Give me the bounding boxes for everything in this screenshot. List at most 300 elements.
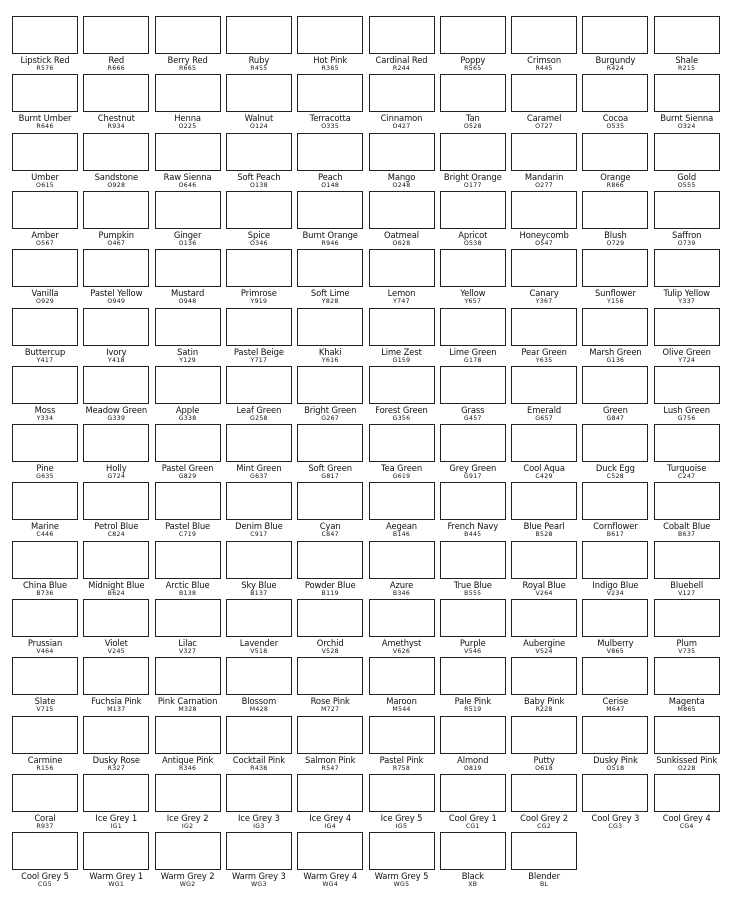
swatch-name: Violet [104,638,128,648]
swatch-code: IG1 [110,822,123,830]
swatch-code: B119 [321,589,339,597]
swatch-name: Almond [457,754,489,765]
swatch-cell [12,308,83,366]
swatch-cell [155,308,226,366]
swatch-cell [155,366,226,424]
swatch-cell [297,133,368,191]
swatch-code: Y337 [678,298,696,306]
swatch-cell [297,191,368,249]
swatch-cell [155,16,226,74]
swatch-cell [369,133,440,191]
color-swatch-box [440,657,506,695]
swatch-name: Cocktail Pink [232,754,285,765]
swatch-cell [511,16,582,74]
color-swatch-box [12,832,78,870]
swatch-code: Y657 [464,298,482,306]
swatch-cell [12,482,83,540]
color-swatch-box [155,482,221,520]
swatch-cell [440,716,511,774]
swatch-code: B445 [464,531,482,539]
swatch-cell [83,424,154,482]
color-swatch-box [511,832,577,870]
swatch-name: China Blue [22,579,68,590]
swatch-name: Sunflower [594,288,636,299]
swatch-code: R565 [464,65,482,72]
swatch-name: Pear Green [521,346,567,357]
color-swatch-box [369,191,435,229]
swatch-code: G635 [36,473,54,481]
swatch-name: Pastel Green [161,463,214,474]
color-swatch-box [654,541,720,579]
swatch-name: Olive Green [662,346,711,357]
swatch-cell [440,74,511,132]
color-swatch-box [12,482,78,520]
swatch-code: R934 [107,123,125,131]
swatch-code: CG3 [608,822,623,830]
color-swatch-box [654,657,720,695]
color-swatch-box [511,657,577,695]
swatch-code: IG3 [253,822,265,830]
swatch-code: O136 [178,239,197,247]
color-swatch-box [83,308,149,346]
swatch-name: Azure [389,579,414,590]
swatch-name: Blue Pearl [523,521,565,532]
swatch-cell [83,191,154,249]
swatch-cell [369,74,440,132]
swatch-name: Pine [36,463,54,474]
swatch-name: Meadow Green [85,404,148,415]
swatch-cell [83,774,154,832]
color-swatch-box [511,249,577,287]
swatch-code: M137 [107,706,126,714]
swatch-code: R438 [250,764,268,772]
swatch-cell [654,716,725,774]
swatch-cell [511,657,582,715]
swatch-cell [582,249,653,307]
swatch-cell [511,832,582,890]
swatch-cell [155,774,226,832]
swatch-name: Canary [529,288,559,299]
color-swatch-box [440,482,506,520]
color-swatch-box [155,16,221,54]
swatch-cell [582,366,653,424]
swatch-code: Y367 [535,298,553,306]
swatch-code: O928 [107,181,126,189]
color-swatch-box [155,366,221,404]
swatch-code: R455 [250,65,268,72]
color-swatch-box [83,16,149,54]
color-swatch-box [369,599,435,637]
swatch-code: R946 [321,239,339,247]
color-swatch-box [582,541,648,579]
swatch-name: Pumpkin [98,229,135,240]
color-swatch-box [226,716,292,754]
swatch-name: Duck Egg [595,463,635,474]
swatch-cell [297,308,368,366]
swatch-cell [369,16,440,74]
color-swatch-box [83,657,149,695]
swatch-name: Henna [174,113,201,124]
color-swatch-box [654,133,720,171]
swatch-name: Blossom [241,696,277,707]
swatch-code: R424 [606,65,625,72]
swatch-cell [440,832,511,890]
swatch-name: Lemon [387,288,416,299]
color-swatch-box [369,774,435,812]
swatch-name: Honeycomb [519,229,569,240]
swatch-code: O547 [535,239,554,247]
swatch-name: Ice Grey 1 [95,812,138,823]
swatch-cell [155,482,226,540]
swatch-cell [369,716,440,774]
swatch-name: Ice Grey 4 [309,812,352,823]
color-swatch-box [440,249,506,287]
color-swatch-box [582,657,648,695]
swatch-code: C719 [178,531,197,539]
swatch-code: Y129 [179,356,196,364]
color-swatch-box [226,424,292,462]
swatch-cell [226,541,297,599]
color-swatch-box [582,308,648,346]
swatch-code: Y156 [606,298,624,306]
swatch-cell [440,133,511,191]
color-swatch-box [369,16,435,54]
swatch-name: Prussian [27,638,63,648]
swatch-cell [582,424,653,482]
swatch-cell [155,191,226,249]
swatch-code: IG5 [395,822,408,830]
swatch-cell [654,191,725,249]
swatch-code: Y334 [36,414,54,422]
swatch-code: R244 [392,65,411,72]
swatch-code: R937 [36,822,54,830]
swatch-code: G817 [321,473,340,481]
swatch-code: C847 [321,531,339,539]
swatch-code: R365 [321,65,339,72]
swatch-cell [155,716,226,774]
swatch-cell [297,599,368,657]
swatch-code: V735 [678,648,696,655]
color-swatch-box [654,366,720,404]
color-swatch-box [440,133,506,171]
color-swatch-box [654,482,720,520]
swatch-cell [582,599,653,657]
swatch-cell [511,424,582,482]
color-swatch-box [369,366,435,404]
swatch-cell [440,249,511,307]
swatch-code: C917 [250,531,268,539]
swatch-name: Oatmeal [383,229,420,240]
swatch-name: Raw Sienna [163,171,212,182]
swatch-cell [511,249,582,307]
color-swatch-box [297,657,363,695]
swatch-cell [226,366,297,424]
swatch-name: Cool Grey 3 [591,812,640,823]
swatch-code: G339 [107,414,126,422]
color-swatch-box [369,716,435,754]
swatch-name: Burnt Umber [18,113,72,124]
swatch-name: Mustard [170,288,205,299]
swatch-cell [12,424,83,482]
swatch-cell [12,249,83,307]
swatch-code: WG1 [108,881,125,889]
swatch-code: CG4 [679,822,694,830]
color-swatch-box [83,599,149,637]
swatch-cell [369,482,440,540]
swatch-code: M865 [677,706,696,714]
swatch-cell [369,249,440,307]
swatch-name: Antique Pink [161,754,214,765]
swatch-code: WG4 [322,881,339,889]
swatch-cell [83,599,154,657]
color-swatch-box [297,832,363,870]
swatch-name: Pastel Pink [379,754,424,765]
swatch-name: Poppy [460,55,486,65]
swatch-code: R576 [36,65,54,72]
swatch-name: Shale [675,55,699,65]
color-swatch-box [511,133,577,171]
swatch-cell [12,774,83,832]
swatch-code: R547 [321,764,339,772]
swatch-cell [155,541,226,599]
swatch-code: G178 [463,356,482,364]
color-swatch-box [297,366,363,404]
color-swatch-box [297,599,363,637]
color-swatch-box [511,599,577,637]
swatch-name: Gold [677,171,697,182]
swatch-name: Holly [106,463,127,474]
color-swatch-box [83,133,149,171]
swatch-cell [83,133,154,191]
swatch-name: Mango [387,171,416,182]
swatch-name: Black [461,871,484,882]
color-swatch-box [582,133,648,171]
color-swatch-box [226,774,292,812]
swatch-code: O535 [606,123,625,131]
swatch-name: Lime Green [449,346,497,357]
swatch-cell [226,424,297,482]
swatch-name: Pale Pink [454,696,491,707]
swatch-cell [83,366,154,424]
swatch-name: Sky Blue [241,579,277,590]
swatch-name: Spice [247,229,270,240]
swatch-name: Pink Carnation [157,696,218,707]
swatch-code: G756 [677,414,696,422]
swatch-name: Mint Green [236,463,282,474]
swatch-name: Pastel Beige [233,346,284,357]
color-swatch-box [12,191,78,229]
swatch-cell [511,541,582,599]
swatch-code: M544 [392,706,411,714]
swatch-code: B617 [606,531,625,539]
swatch-code: C247 [678,473,696,481]
swatch-code: B138 [178,589,197,597]
swatch-name: Tea Green [380,463,423,474]
swatch-name: Dusky Pink [593,754,638,765]
swatch-name: Slate [34,696,56,707]
swatch-name: Umber [31,171,59,182]
swatch-cell [83,308,154,366]
swatch-code: G619 [392,473,411,481]
swatch-cell [440,16,511,74]
swatch-name: Crimson [527,55,562,65]
swatch-cell [654,366,725,424]
swatch-name: Maroon [386,696,417,707]
swatch-cell [226,774,297,832]
swatch-name: Warm Grey 2 [160,871,215,882]
swatch-name: Burnt Orange [302,229,358,240]
swatch-name: Cool Grey 5 [21,871,69,882]
swatch-code: R758 [392,764,411,772]
swatch-cell [582,74,653,132]
swatch-cell [654,308,725,366]
swatch-name: Soft Peach [237,171,281,182]
swatch-code: V245 [107,648,125,655]
color-swatch-box [440,16,506,54]
swatch-cell [654,657,725,715]
swatch-cell [12,74,83,132]
swatch-code: G159 [392,356,411,364]
swatch-name: Leaf Green [236,404,282,415]
color-swatch-box [83,541,149,579]
swatch-code: R519 [464,706,482,714]
color-swatch-box [582,774,648,812]
color-swatch-box [155,657,221,695]
color-swatch-box [12,16,78,54]
color-swatch-box [369,74,435,112]
color-swatch-box [297,482,363,520]
swatch-name: Moss [34,404,56,415]
swatch-cell [440,482,511,540]
swatch-name: Cool Grey 4 [662,812,711,823]
swatch-name: Amethyst [381,638,422,648]
swatch-code: O528 [463,123,482,131]
swatch-name: Aegean [385,521,418,532]
swatch-cell [511,599,582,657]
swatch-name: Cardinal Red [375,55,428,65]
swatch-code: O518 [606,764,625,772]
swatch-cell [654,599,725,657]
swatch-cell [654,541,725,599]
swatch-name: Ginger [173,229,202,240]
swatch-cell [297,366,368,424]
swatch-code: O646 [178,181,197,189]
swatch-name: Fuchsia Pink [91,696,142,707]
swatch-cell [369,424,440,482]
color-swatch-box [511,716,577,754]
swatch-name: Denim Blue [235,521,283,532]
swatch-code: B528 [535,531,553,539]
swatch-cell [440,541,511,599]
swatch-name: Primrose [240,288,277,299]
color-swatch-box [654,774,720,812]
color-swatch-box [440,366,506,404]
swatch-name: French Navy [447,521,499,532]
color-swatch-box [440,774,506,812]
swatch-name: Apple [175,404,200,415]
swatch-cell [654,133,725,191]
swatch-cell [83,832,154,890]
color-swatch-box [155,74,221,112]
swatch-cell [369,774,440,832]
color-swatch-box [369,482,435,520]
swatch-cell [12,16,83,74]
swatch-code: V715 [36,706,54,714]
swatch-name: Ice Grey 2 [166,812,209,823]
swatch-name: Ice Grey 3 [238,812,280,823]
swatch-cell [369,832,440,890]
swatch-name: Orange [600,171,631,182]
color-swatch-box [297,774,363,812]
swatch-code: O277 [535,181,554,189]
swatch-cell [440,657,511,715]
color-swatch-box [83,424,149,462]
swatch-cell [83,716,154,774]
swatch-name: Green [602,404,628,415]
color-swatch-box [440,832,506,870]
swatch-name: Khaki [318,346,342,357]
swatch-code: O467 [107,239,126,247]
color-swatch-box [297,74,363,112]
swatch-cell [155,424,226,482]
swatch-code: CG5 [38,881,52,889]
swatch-code: WG5 [393,881,410,889]
swatch-name: Burgundy [595,55,636,65]
color-swatch-box [12,541,78,579]
swatch-name: Plum [676,638,697,648]
swatch-code: O427 [392,123,411,131]
swatch-name: Sandstone [94,171,138,182]
swatch-cell [511,191,582,249]
color-swatch-box [226,249,292,287]
color-swatch-box [226,657,292,695]
swatch-name: Baby Pink [523,696,565,707]
swatch-code: C429 [535,473,553,481]
color-swatch-box [511,74,577,112]
swatch-name: Cool Grey 2 [520,812,569,823]
color-swatch-box [582,424,648,462]
swatch-cell [369,366,440,424]
color-swatch-box [83,774,149,812]
swatch-name: Cool Aqua [523,463,565,474]
color-swatch-box [226,133,292,171]
swatch-cell [12,366,83,424]
color-swatch-box [582,74,648,112]
swatch-cell [297,832,368,890]
swatch-code: IG2 [181,822,194,830]
swatch-code: M328 [178,706,197,714]
swatch-code: R646 [36,123,54,131]
swatch-code: O929 [36,298,54,306]
color-swatch-box [297,191,363,229]
swatch-cell [83,657,154,715]
swatch-cell [12,541,83,599]
swatch-code: R666 [107,65,125,72]
color-swatch-box [226,16,292,54]
swatch-cell [297,482,368,540]
color-swatch-box [582,191,648,229]
swatch-cell [297,716,368,774]
swatch-code: CG1 [465,822,480,830]
color-swatch-box [582,366,648,404]
swatch-code: G258 [249,414,268,422]
swatch-name: Blush [604,229,627,240]
swatch-cell [12,716,83,774]
color-swatch-box [582,716,648,754]
color-swatch-box [511,482,577,520]
color-swatch-box [440,424,506,462]
color-swatch-box [226,832,292,870]
